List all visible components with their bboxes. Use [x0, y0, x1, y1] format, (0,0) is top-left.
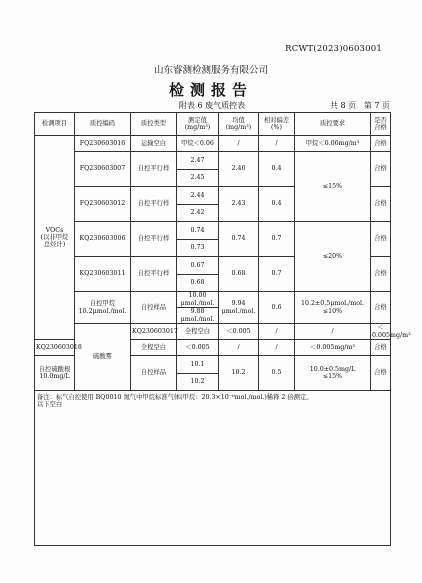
qc-code: 自控甲烷 10.2μmol./mol. — [75, 292, 131, 324]
qc-type: 全程空白 — [177, 324, 219, 340]
measured-value: 2.47 — [177, 152, 219, 170]
measured-value: ＜0.005 — [219, 324, 259, 340]
page-indicator — [330, 100, 390, 111]
mean-value: 2.43 — [219, 187, 259, 222]
qc-type: 自控平行样 — [131, 257, 177, 292]
measured-value: 10.2 — [177, 373, 219, 391]
qc-type: 自控样品 — [131, 356, 177, 391]
measured-value: 9.88 μmol./mol. — [177, 308, 219, 324]
col-header: 质控要求 — [295, 113, 371, 136]
qc-code: 自控硫酸根 10.0mg/L — [35, 356, 75, 391]
page-current: 第 7 页 — [363, 101, 390, 110]
qc-code: KQ230603018 — [35, 340, 75, 356]
pass-status: 合格 — [371, 187, 391, 222]
relative-deviation: 0.6 — [259, 292, 295, 324]
group-vocs: VOCs (以非甲烷 总烃计) — [35, 136, 75, 340]
relative-deviation: 0.7 — [259, 222, 295, 257]
company-name: 山东睿测检测服务有限公司 — [153, 65, 268, 76]
mean-value: / — [219, 340, 259, 356]
pass-status: 合格 — [371, 257, 391, 292]
measured-value: 2.45 — [177, 169, 219, 187]
table-row — [35, 222, 391, 240]
qc-type: 自控样品 — [131, 292, 177, 324]
col-header: 是否 合格 — [371, 113, 391, 136]
table-row — [35, 136, 391, 152]
measured-value: 甲烷＜0.06 — [177, 136, 219, 152]
col-header: 相对偏差 (%) — [259, 113, 295, 136]
qc-requirement: ＜0.005mg/m³ — [295, 340, 371, 356]
mean-value: 0.68 — [219, 257, 259, 292]
caption-row — [34, 100, 390, 112]
mean-value: 0.74 — [219, 222, 259, 257]
pass-status: 合格 — [371, 222, 391, 257]
relative-deviation: 0.4 — [259, 187, 295, 222]
measured-value: 10.1 — [177, 356, 219, 374]
pass-status: 合格 — [371, 292, 391, 324]
report-number: RCWT(2023)0603001 — [285, 44, 382, 54]
relative-deviation: 0.4 — [259, 152, 295, 187]
qc-type: 自控平行样 — [131, 187, 177, 222]
qc-code: FQ230603012 — [75, 187, 131, 222]
page-total: 共 8 页 — [329, 101, 357, 110]
qc-requirement: ＜0.005mg/m³ — [372, 324, 411, 339]
table-caption: 附表 6 废气质控表 — [178, 101, 246, 110]
qc-code: KQ230603017 — [131, 324, 177, 340]
group-sulfuric-acid: 硫酸雾 — [75, 324, 131, 391]
qc-code: FQ230603016 — [75, 136, 131, 152]
mean-value: 2.46 — [219, 152, 259, 187]
measured-value: 2.44 — [177, 187, 219, 205]
qc-table — [34, 112, 411, 546]
table-row — [35, 152, 391, 170]
qc-requirement: 甲烷＜0.06mg/m³ — [295, 136, 371, 152]
qc-code: KQ230603011 — [75, 257, 131, 292]
measured-value: 2.42 — [177, 204, 219, 222]
qc-code: KQ230603006 — [75, 222, 131, 257]
relative-deviation: 0.7 — [259, 257, 295, 292]
report-title: 检测报告 — [168, 81, 253, 99]
relative-deviation: 0.5 — [259, 356, 295, 391]
col-header: 质控编码 — [75, 113, 131, 136]
col-header: 均值 (mg/m³) — [219, 113, 259, 136]
measured-value: 0.74 — [177, 222, 219, 240]
mean-value: 10.2 — [219, 356, 259, 391]
qc-type: 运输空白 — [131, 136, 177, 152]
col-header: 质控类型 — [131, 113, 177, 136]
note-row — [35, 391, 391, 546]
pass-status: 合格 — [371, 340, 391, 356]
measured-value: 0.67 — [177, 257, 219, 275]
table-header-row — [35, 113, 391, 136]
qc-code: FQ230603007 — [75, 152, 131, 187]
qc-type: 自控平行样 — [131, 222, 177, 257]
qc-requirement: 10.2±0.5μmol./mol. ≤10% — [295, 292, 371, 324]
qc-type: 自控平行样 — [131, 152, 177, 187]
col-header: 测定值 (mg/m³) — [177, 113, 219, 136]
mean-value: / — [219, 136, 259, 152]
pass-status: 合格 — [371, 152, 391, 187]
qc-type: 全程空白 — [131, 340, 177, 356]
table-row — [35, 292, 391, 308]
measured-value: 10.00 μmol./mol. — [177, 292, 219, 308]
measured-value: 0.68 — [177, 274, 219, 292]
mean-value: / — [259, 324, 295, 340]
relative-deviation: / — [259, 136, 295, 152]
qc-requirement: ≤15% — [295, 152, 371, 222]
qc-requirement: ≤20% — [295, 222, 371, 292]
measured-value: ＜0.005 — [177, 340, 219, 356]
qc-requirement: 10.0±0.5mg/L ≤15% — [295, 356, 371, 391]
relative-deviation: / — [295, 324, 371, 340]
remarks: 备注：标气自控使用 BQ0010 氮气中甲烷标准气体(甲烷：20.3×10⁻⁶mol./mol.)稀释 2 倍测定。 以下空白 — [35, 391, 391, 546]
table-row — [35, 324, 391, 340]
mean-value: 9.94 μmol./mol. — [219, 292, 259, 324]
measured-value: 0.73 — [177, 239, 219, 257]
col-header: 检测项目 — [35, 113, 75, 136]
relative-deviation: / — [259, 340, 295, 356]
pass-status: 合格 — [371, 356, 391, 391]
pass-status: 合格 — [371, 136, 391, 152]
